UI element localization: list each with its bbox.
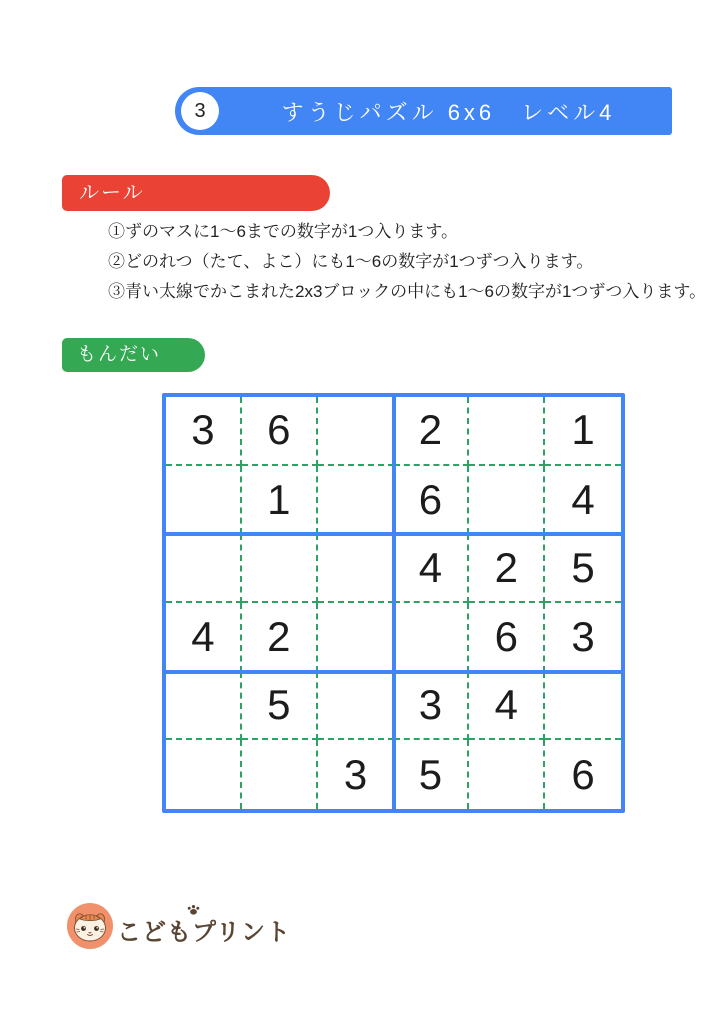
rule-item: ③青い太線でかこまれた2x3ブロックの中にも1～6の数字が1つずつ入ります。 bbox=[108, 282, 707, 301]
grid-cell bbox=[318, 603, 394, 672]
page-number-badge bbox=[181, 92, 219, 130]
grid-cell: 6 bbox=[469, 603, 545, 672]
grid-cell bbox=[242, 740, 318, 809]
grid-cell: 3 bbox=[343, 750, 368, 798]
grid-cell: 4 bbox=[469, 672, 545, 741]
rules-banner bbox=[62, 175, 330, 211]
grid-cell bbox=[166, 534, 242, 603]
page-title: すうじパズル 6x6 レベル4 bbox=[281, 99, 616, 125]
grid-cell: 6 bbox=[242, 397, 318, 466]
problem-banner bbox=[62, 338, 205, 372]
grid-cell bbox=[318, 534, 394, 603]
grid-cell: 5 bbox=[545, 534, 621, 603]
block-divider-vertical bbox=[392, 397, 396, 809]
grid-cell bbox=[166, 740, 242, 809]
grid-cell: 6 bbox=[394, 466, 470, 535]
brand-cat-icon bbox=[67, 903, 113, 949]
grid-cell bbox=[166, 672, 242, 741]
grid-cell bbox=[242, 534, 318, 603]
grid-cell bbox=[166, 466, 242, 535]
brand-name: こどもプリント bbox=[117, 919, 292, 946]
paw-icon bbox=[187, 903, 200, 916]
grid-cell bbox=[469, 397, 545, 466]
grid-cell: 4 bbox=[166, 603, 242, 672]
grid-cell: 3 bbox=[166, 397, 242, 466]
grid-cell: 4 bbox=[394, 534, 470, 603]
sudoku-grid bbox=[162, 393, 625, 813]
grid-cell: 1 bbox=[242, 466, 318, 535]
grid-cell: 3 bbox=[571, 613, 595, 661]
grid-cell: 2 bbox=[469, 534, 545, 603]
block-divider-horizontal-1 bbox=[166, 532, 621, 536]
page-number: 3 bbox=[194, 99, 206, 122]
rule-item: ①ずのマスに1～6までの数字が1つ入ります。 bbox=[108, 222, 459, 241]
grid-cell bbox=[469, 466, 545, 535]
problem-banner-label: もんだい bbox=[77, 344, 162, 365]
title-banner bbox=[175, 87, 672, 135]
grid-cell: 4 bbox=[571, 475, 595, 523]
grid-cell bbox=[318, 397, 394, 466]
grid-cell: 1 bbox=[545, 397, 621, 466]
grid-cell bbox=[545, 672, 621, 741]
grid-cell: 2 bbox=[394, 397, 470, 466]
grid-cell bbox=[318, 466, 394, 535]
grid-cell bbox=[469, 740, 545, 809]
grid-cell: 3 bbox=[394, 672, 470, 741]
grid-cell: 6 bbox=[571, 750, 595, 798]
grid-cell: 5 bbox=[242, 672, 318, 741]
rules-banner-label: ルール bbox=[79, 182, 145, 204]
rules-list bbox=[108, 217, 706, 307]
grid-cell bbox=[318, 672, 394, 741]
rule-item: ②どのれつ（たて、よこ）にも1～6の数字が1つずつ入ります。 bbox=[108, 252, 594, 271]
block-divider-horizontal-2 bbox=[166, 670, 621, 674]
grid-cell bbox=[394, 603, 470, 672]
grid-cell: 2 bbox=[242, 603, 318, 672]
grid-cell: 5 bbox=[394, 740, 470, 809]
